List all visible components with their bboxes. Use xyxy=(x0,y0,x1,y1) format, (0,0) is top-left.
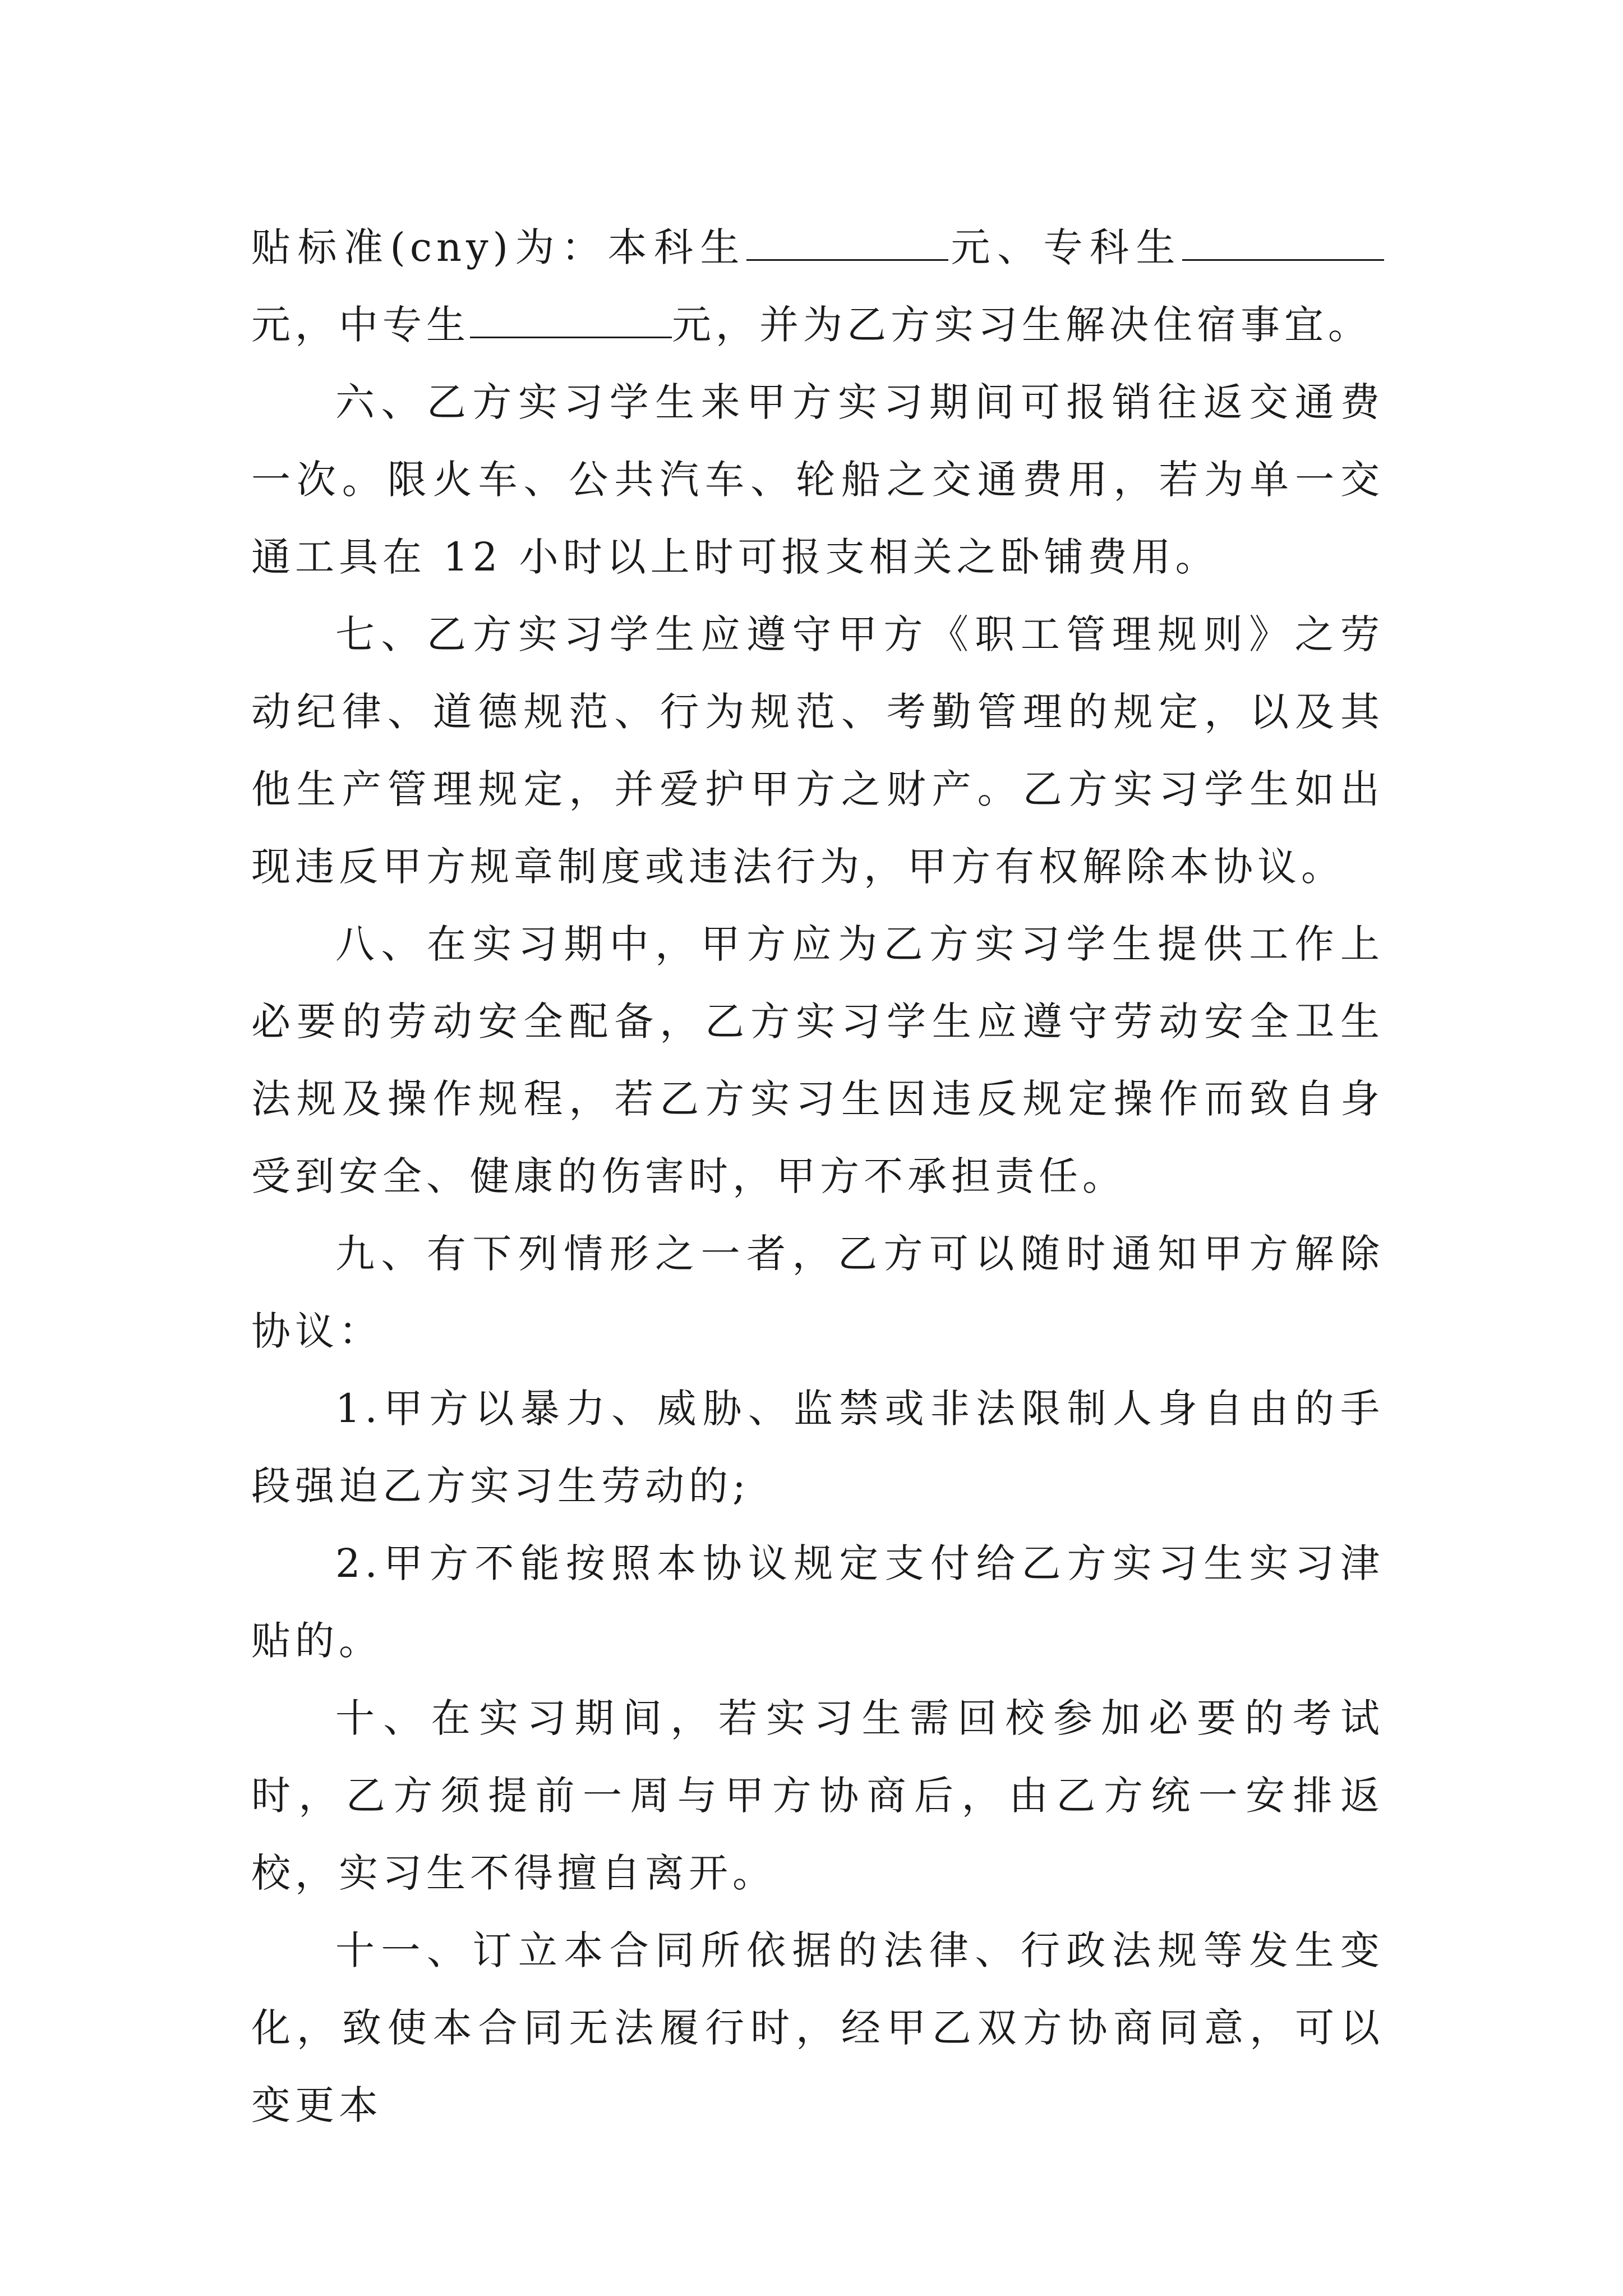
paragraph-subsidy-standard xyxy=(251,209,1384,364)
paragraph-clause-9: 九、有下列情形之一者，乙方可以随时通知甲方解除协议： xyxy=(251,1231,1384,1354)
text-segment: 元，中专生 xyxy=(251,302,470,348)
fill-in-blank-technical-secondary xyxy=(470,303,672,338)
fill-in-blank-undergraduate xyxy=(746,226,948,261)
paragraph-clause-9-item-1: 1.甲方以暴力、威胁、监禁或非法限制人身自由的手段强迫乙方实习生劳动的; xyxy=(251,1386,1384,1509)
paragraph-clause-7: 七、乙方实习学生应遵守甲方《职工管理规则》之劳动纪律、道德规范、行为规范、考勤管理的规定，以及其他生产管理规定，并爱护甲方之财产。乙方实习学生如出现违反甲方规章制度或违法行为，甲方有权解除本协议。 xyxy=(251,611,1384,890)
paragraph-clause-9-item-2: 2.甲方不能按照本协议规定支付给乙方实习生实习津贴的。 xyxy=(251,1540,1384,1664)
text-segment: 元，并为乙方实习生解决住宿事宜。 xyxy=(672,302,1372,348)
fill-in-blank-junior-college xyxy=(1182,226,1384,261)
paragraph-clause-10: 十、在实习期间，若实习生需回校参加必要的考试时，乙方须提前一周与甲方协商后，由乙方统一安排返校，实习生不得擅自离开。 xyxy=(251,1695,1384,1896)
text-segment: 贴标准(cny)为：本科生 xyxy=(251,224,746,270)
text-segment: 元、专科生 xyxy=(948,224,1183,270)
paragraph-clause-11: 十一、订立本合同所依据的法律、行政法规等发生变化，致使本合同无法履行时，经甲乙双方协商同意，可以变更本 xyxy=(251,1927,1384,2128)
paragraph-clause-8: 八、在实习期中，甲方应为乙方实习学生提供工作上必要的劳动安全配备，乙方实习学生应遵守劳动安全卫生法规及操作规程，若乙方实习生因违反规定操作而致自身受到安全、健康的伤害时，甲方不承担责任。 xyxy=(251,921,1384,1199)
document-body xyxy=(251,209,1384,2144)
paragraph-clause-6: 六、乙方实习学生来甲方实习期间可报销往返交通费一次。限火车、公共汽车、轮船之交通费用，若为单一交通工具在 12 小时以上时可报支相关之卧铺费用。 xyxy=(251,379,1384,580)
